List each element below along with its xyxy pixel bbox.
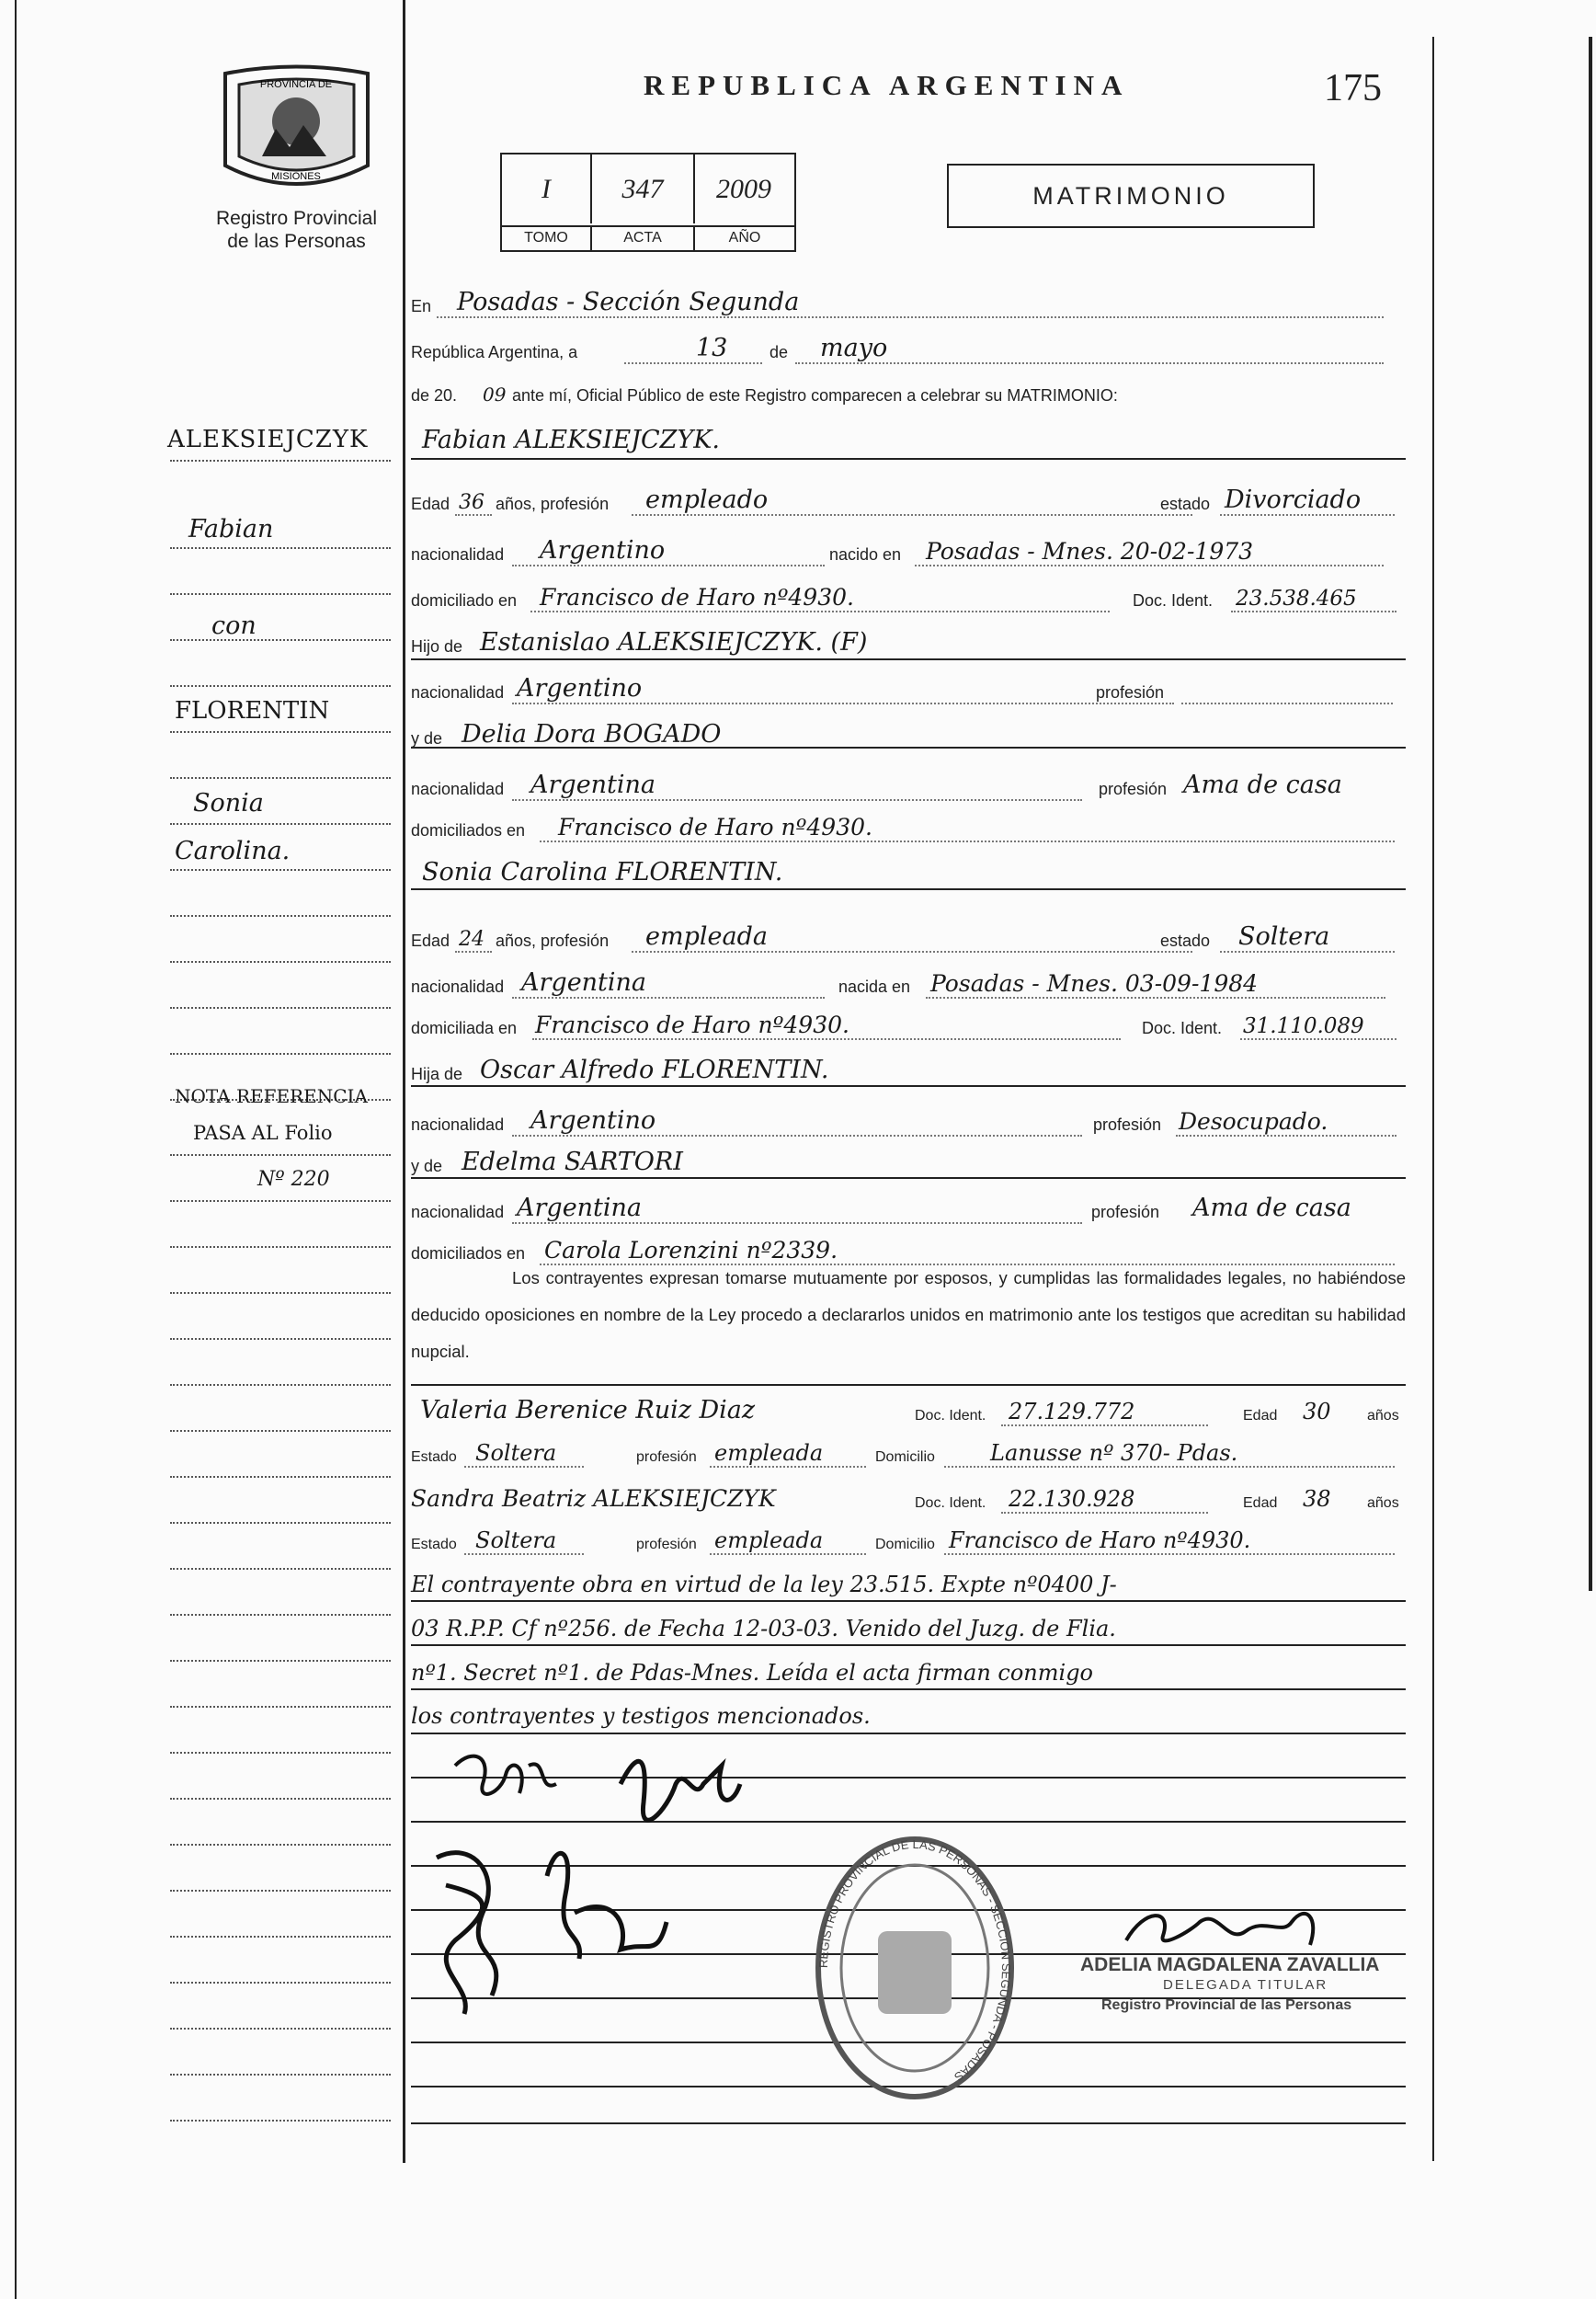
row-bride-nacionalidad — [411, 956, 1406, 1002]
margin-surname: ALEKSIEJCZYK — [167, 426, 369, 453]
margin-rule — [170, 1982, 391, 1984]
edge-mark — [1589, 37, 1592, 1591]
margin-rule — [170, 2074, 391, 2076]
officer-title: DELEGADA TITULAR — [1163, 1977, 1328, 1993]
bride-estado: Soltera — [1238, 922, 1330, 951]
margin-rule — [170, 1706, 391, 1708]
margin-nota2: PASA AL Folio — [193, 1122, 333, 1144]
witness1-domicilio: Lanusse nº 370- Pdas. — [990, 1440, 1238, 1466]
row-witness2 — [411, 1471, 1406, 1517]
anos-label: años — [1367, 1495, 1399, 1511]
nacida-label: nacida en — [838, 978, 911, 996]
margin-rule — [170, 1200, 391, 1202]
margin-rule — [170, 639, 391, 641]
margin-rule — [170, 1568, 391, 1570]
domiciliada-label: domiciliada en — [411, 1019, 518, 1037]
groom-name-rule — [411, 458, 1406, 460]
note-text-3: nº1. Secret nº1. de Pdas-Mnes. Leída el acta firman conmigo — [411, 1660, 1094, 1686]
margin-rule — [170, 593, 391, 595]
profesion-label: profesión — [636, 1449, 697, 1465]
registry-label-line1: Registro Provincial — [215, 208, 378, 229]
republica-label: República Argentina, a — [411, 343, 578, 361]
contrayentes-signatures — [418, 1729, 768, 2032]
row-bride-name — [411, 846, 1406, 892]
y-de-label: y de — [411, 1157, 443, 1175]
row-ano — [411, 372, 1406, 411]
emblem-top-text: PROVINCIA DE — [259, 79, 333, 90]
lugar-value: Posadas - Sección Segunda — [457, 288, 800, 316]
margin-rule — [170, 1476, 391, 1478]
nacionalidad-label: nacionalidad — [411, 545, 505, 564]
emblem-bottom-text: MISIONES — [271, 171, 321, 182]
bride-domicilio: Francisco de Haro nº4930. — [535, 1012, 849, 1038]
note-text-4: los contrayentes y testigos mencionados. — [411, 1703, 871, 1729]
bride-padres-domicilio: Carola Lorenzini nº2339. — [544, 1237, 838, 1264]
nacionalidad-label: nacionalidad — [411, 1203, 505, 1221]
ano-label: AÑO — [695, 225, 794, 250]
de20-label: de 20. — [411, 386, 458, 405]
groom-nacionalidad: Argentino — [540, 536, 666, 565]
note-rule-3 — [411, 1688, 1406, 1690]
officer-name: ADELIA MAGDALENA ZAVALLIA — [1080, 1954, 1380, 1975]
row-groom-edad — [411, 478, 1406, 520]
margin-rule — [170, 1053, 391, 1055]
groom-edad: 36 — [459, 491, 484, 514]
domiciliado-label: domiciliado en — [411, 591, 518, 610]
row-bride-padre — [411, 1044, 1406, 1090]
groom-domicilio: Francisco de Haro nº4930. — [540, 584, 854, 611]
domiciliados-label: domiciliados en — [411, 1244, 526, 1263]
row-witness2-details — [411, 1517, 1406, 1559]
bride-name: Sonia Carolina FLORENTIN. — [422, 858, 783, 886]
margin-rule — [170, 1246, 391, 1248]
note-line-2 — [411, 1605, 1406, 1647]
row-groom-padre-nac — [411, 667, 1406, 708]
witness1-name: Valeria Berenice Ruiz Diaz — [420, 1396, 756, 1424]
margin-rule — [170, 1384, 391, 1386]
margin-rule — [170, 1936, 391, 1938]
profesion-label: profesión — [1096, 683, 1165, 702]
bride-padre-profesion: Desocupado. — [1179, 1108, 1328, 1135]
profesion-label: profesión — [1093, 1115, 1162, 1134]
estado-cap-label: Estado — [411, 1537, 457, 1552]
margin-rule — [170, 685, 391, 687]
official-seal — [809, 1830, 1020, 2106]
row-groom-padre — [411, 616, 1406, 662]
estado-label: estado — [1160, 932, 1211, 950]
profesion-label: profesión — [636, 1537, 697, 1552]
nacionalidad-label: nacionalidad — [411, 683, 505, 702]
tomo-label: TOMO — [502, 225, 592, 250]
record-reference-table — [500, 153, 796, 252]
margin-rule — [170, 777, 391, 779]
legal-text: Los contrayentes expresan tomarse mutuamente por esposos, y cumplidas las formalidades legales, no habiéndose deducido oposiciones en nombre de la Ley procedo a declararlos unidos en matrimonio ante los testigos que acreditan su habilidad nupcial. — [411, 1268, 1406, 1361]
bride-nacimiento: Posadas - Mnes. 03-09-1984 — [930, 970, 1259, 997]
margin-rule — [170, 1007, 391, 1009]
domicilio-label: Domicilio — [875, 1537, 935, 1552]
note-text-1: El contrayente obra en virtud de la ley 23.515. Expte nº0400 J- — [411, 1572, 1117, 1597]
margin-rule — [170, 547, 391, 549]
row-groom-domicilio — [411, 575, 1406, 616]
bride-padre-rule — [411, 1085, 1406, 1087]
nacionalidad-label: nacionalidad — [411, 1115, 505, 1134]
de-label: de — [770, 343, 789, 361]
bride-edad: 24 — [459, 928, 484, 951]
domicilio-label: Domicilio — [875, 1449, 935, 1465]
witness2-edad: 38 — [1303, 1486, 1331, 1512]
domiciliados-label: domiciliados en — [411, 821, 526, 840]
groom-estado: Divorciado — [1225, 486, 1362, 514]
margin-rule — [170, 1660, 391, 1662]
row-bride-edad — [411, 915, 1406, 956]
doc-label: Doc. Ident. — [1142, 1019, 1223, 1037]
margin-rule — [170, 1798, 391, 1800]
groom-padre: Estanislao ALEKSIEJCZYK. (F) — [480, 628, 868, 657]
anos-profesion-label: años, profesión — [496, 495, 610, 513]
rule-lower — [411, 2122, 1406, 2124]
mes-value: mayo — [820, 334, 888, 362]
groom-profesion: empleado — [645, 486, 769, 514]
groom-madre: Delia Dora BOGADO — [462, 720, 722, 749]
margin-name2b: Carolina. — [175, 837, 291, 865]
row-bride-madre-nac — [411, 1182, 1406, 1228]
margin-divider — [403, 0, 405, 2163]
row-groom-padres-domicilio — [411, 805, 1406, 846]
estado-label: estado — [1160, 495, 1211, 513]
witness2-estado: Soltera — [475, 1527, 557, 1553]
witness1-edad: 30 — [1303, 1399, 1331, 1424]
groom-madre-rule — [411, 747, 1406, 749]
page-right-border — [1432, 37, 1434, 2161]
margin-surname2: FLORENTIN — [175, 697, 330, 725]
row-groom-nacionalidad — [411, 524, 1406, 570]
row-groom-name — [411, 414, 1406, 460]
witness2-domicilio: Francisco de Haro nº4930. — [949, 1527, 1251, 1553]
note-rule-2 — [411, 1644, 1406, 1646]
margin-rule — [170, 1338, 391, 1340]
bride-padre-nacionalidad: Argentino — [530, 1106, 656, 1135]
groom-padres-domicilio: Francisco de Haro nº4930. — [558, 814, 872, 841]
edad-small-label: Edad — [1243, 1408, 1278, 1424]
margin-rule — [170, 731, 391, 733]
bride-name-rule — [411, 888, 1406, 890]
margin-rule — [170, 1292, 391, 1294]
margin-rule — [170, 1522, 391, 1524]
ante-mi-label: ante mí, Oficial Público de este Registro comparecen a celebrar su MATRIMONIO: — [512, 386, 1118, 405]
bride-profesion: empleada — [645, 922, 768, 951]
note-line-1 — [411, 1561, 1406, 1603]
bride-madre-profesion: Ama de casa — [1192, 1194, 1351, 1222]
bride-madre-rule — [411, 1177, 1406, 1179]
margin-rule — [170, 1844, 391, 1846]
row-groom-madre-nac — [411, 759, 1406, 805]
margin-rule — [170, 2120, 391, 2122]
groom-madre-profesion: Ama de casa — [1183, 771, 1342, 799]
margin-rule — [170, 915, 391, 917]
en-label: En — [411, 297, 432, 315]
acta-label: ACTA — [592, 225, 695, 250]
row-witness1-details — [411, 1430, 1406, 1471]
margin-rule — [170, 460, 391, 462]
bride-padre: Oscar Alfredo FLORENTIN. — [480, 1056, 829, 1084]
ano-value: 2009 — [716, 174, 771, 204]
margin-rule — [170, 1890, 391, 1892]
note-rule-1 — [411, 1600, 1406, 1602]
hija-de-label: Hija de — [411, 1065, 463, 1083]
groom-padre-rule — [411, 658, 1406, 660]
nacionalidad-label: nacionalidad — [411, 780, 505, 798]
officer-org: Registro Provincial de las Personas — [1101, 1997, 1352, 2013]
tomo-value: I — [502, 154, 592, 223]
note-text-2: 03 R.P.P. Cf nº256. de Fecha 12-03-03. Venido del Juzg. de Flia. — [411, 1616, 1116, 1641]
acta-value: 347 — [592, 154, 695, 223]
dia-value: 13 — [696, 334, 728, 362]
nacido-label: nacido en — [829, 545, 902, 564]
doc-label: Doc. Ident. — [915, 1408, 986, 1424]
page-left-border — [15, 0, 17, 2299]
doc-label: Doc. Ident. — [915, 1495, 986, 1511]
nacionalidad-label: nacionalidad — [411, 978, 505, 996]
row-witness1 — [411, 1384, 1406, 1430]
edad-label: Edad — [411, 932, 450, 950]
row-fecha — [411, 326, 1406, 368]
groom-nacimiento: Posadas - Mnes. 20-02-1973 — [926, 538, 1254, 565]
bride-doc: 31.110.089 — [1243, 1014, 1364, 1038]
witness2-doc: 22.130.928 — [1009, 1486, 1135, 1512]
margin-con: con — [211, 612, 256, 640]
bride-madre-nacionalidad: Argentina — [517, 1194, 643, 1222]
margin-rule — [170, 1154, 391, 1156]
officer-signature — [1108, 1890, 1347, 1963]
margin-nota3: Nº 220 — [257, 1168, 330, 1191]
row-bride-padre-nac — [411, 1094, 1406, 1140]
margin-rule — [170, 823, 391, 825]
page-title: REPUBLICA ARGENTINA — [644, 69, 1130, 101]
row-lugar — [411, 276, 1406, 322]
margin-rule — [170, 1430, 391, 1432]
margin-rule — [170, 1752, 391, 1754]
doc-label: Doc. Ident. — [1133, 591, 1214, 610]
bride-madre: Edelma SARTORI — [462, 1148, 683, 1176]
row-bride-madre — [411, 1136, 1406, 1182]
margin-name2a: Sonia — [193, 789, 264, 818]
witness2-name: Sandra Beatriz ALEKSIEJCZYK — [411, 1485, 776, 1512]
margin-firstname: Fabian — [188, 515, 274, 543]
edad-label: Edad — [411, 495, 450, 513]
hijo-de-label: Hijo de — [411, 637, 463, 656]
document-type-box: MATRIMONIO — [947, 164, 1315, 228]
profesion-label: profesión — [1091, 1203, 1160, 1221]
margin-rule — [170, 1614, 391, 1616]
witness1-doc: 27.129.772 — [1009, 1399, 1135, 1424]
margin-nota1: NOTA REFERENCIA — [175, 1085, 368, 1107]
witness2-profesion: empleada — [714, 1527, 824, 1553]
groom-padre-nacionalidad: Argentino — [517, 674, 643, 703]
y-de-label: y de — [411, 729, 443, 748]
seal-text: REGISTRO PROVINCIAL DE LAS PERSONAS - SECCION SEGUNDA - POSADAS — [815, 1836, 1014, 2085]
groom-name: Fabian ALEKSIEJCZYK. — [422, 426, 720, 454]
row-bride-domicilio — [411, 1002, 1406, 1044]
witness1-profesion: empleada — [714, 1440, 824, 1466]
registry-label-line2: de las Personas — [227, 231, 366, 252]
groom-doc: 23.538.465 — [1236, 587, 1357, 611]
anos-profesion-label: años, profesión — [496, 932, 610, 950]
margin-rule — [170, 2028, 391, 2030]
registry-label — [184, 207, 409, 253]
groom-madre-nacionalidad: Argentina — [530, 771, 656, 799]
note-line-3 — [411, 1649, 1406, 1691]
witness1-estado: Soltera — [475, 1440, 557, 1466]
estado-cap-label: Estado — [411, 1449, 457, 1465]
edad-small-label: Edad — [1243, 1495, 1278, 1511]
profesion-label: profesión — [1099, 780, 1168, 798]
anos-label: años — [1367, 1408, 1399, 1424]
margin-rule — [170, 961, 391, 963]
ano-value: 09 — [483, 383, 507, 406]
margin-rule — [170, 869, 391, 871]
bride-nacionalidad: Argentina — [521, 968, 647, 997]
folio-number: 175 — [1324, 67, 1382, 109]
